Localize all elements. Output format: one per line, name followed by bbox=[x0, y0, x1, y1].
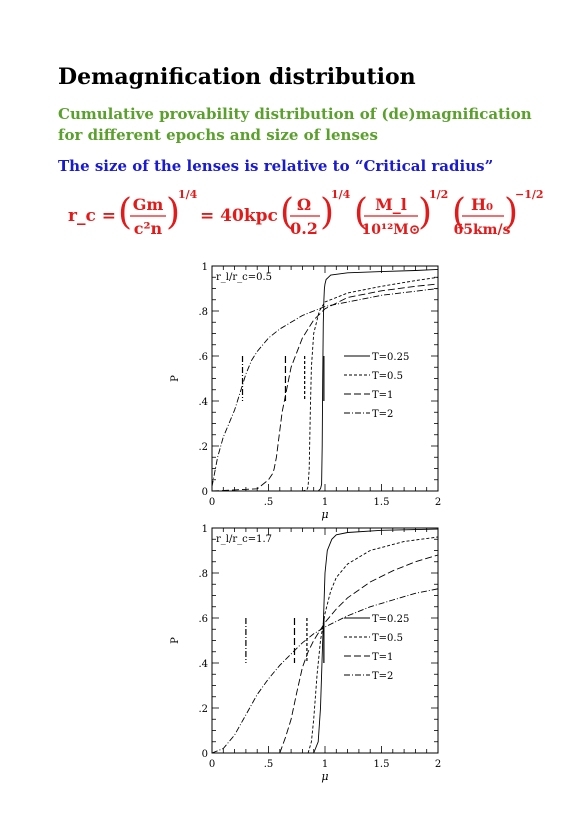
svg-text:(: ( bbox=[354, 192, 369, 233]
svg-text:(: ( bbox=[118, 192, 133, 233]
x-tick-label: 1 bbox=[321, 759, 329, 770]
y-tick-label: .8 bbox=[198, 569, 208, 580]
formula-frac4-den: 65km/s bbox=[453, 222, 511, 238]
svg-text:(: ( bbox=[280, 192, 295, 233]
x-tick-label: 1.5 bbox=[373, 497, 390, 508]
x-axis-label: μ bbox=[321, 508, 329, 521]
y-tick-label: .2 bbox=[198, 442, 208, 453]
x-tick-label: .5 bbox=[263, 759, 274, 770]
y-tick-label: 0 bbox=[201, 749, 208, 760]
formula-exp3: 1/2 bbox=[429, 188, 449, 201]
formula-lhs: r_c = bbox=[68, 206, 116, 226]
subtitle-critical-radius: The size of the lenses is relative to “Critical radius” bbox=[58, 157, 494, 175]
legend-label: T=1 bbox=[372, 390, 394, 401]
series-line-t-1 bbox=[212, 284, 438, 491]
x-tick-label: 2 bbox=[434, 497, 442, 508]
formula-frac4-num: H₀ bbox=[470, 195, 494, 214]
legend-label: T=0.25 bbox=[372, 352, 410, 363]
critical-radius-formula bbox=[68, 188, 558, 244]
series-line-t-2 bbox=[212, 289, 438, 487]
svg-text:): ) bbox=[166, 192, 181, 233]
y-tick-label: 1 bbox=[201, 262, 208, 273]
formula-frac3-num: M_l bbox=[375, 195, 407, 214]
y-tick-label: .2 bbox=[198, 704, 208, 715]
legend-label: T=0.5 bbox=[372, 633, 403, 644]
y-tick-label: .8 bbox=[198, 307, 208, 318]
formula-frac3-den: 10¹²M⊙ bbox=[361, 222, 421, 238]
x-axis-label: μ bbox=[321, 770, 329, 783]
y-axis-label: P bbox=[170, 375, 181, 382]
y-tick-label: 0 bbox=[201, 487, 208, 498]
chart-rl-rc-1.7 bbox=[160, 520, 460, 785]
y-tick-label: .6 bbox=[198, 352, 208, 363]
formula-exp4: −1/2 bbox=[515, 188, 544, 201]
subtitle-cumulative: Cumulative provability distribution of (de)magnification for different epochs and size of lenses bbox=[58, 105, 532, 144]
series-line-t-1 bbox=[280, 555, 438, 753]
ratio-annotation: r_l/r_c=1.7 bbox=[216, 534, 273, 545]
legend-label: T=2 bbox=[372, 409, 394, 420]
x-tick-label: .5 bbox=[263, 497, 274, 508]
formula-frac1-den: c²n bbox=[133, 219, 163, 238]
series-line-t-0-5 bbox=[308, 537, 438, 753]
svg-text:): ) bbox=[320, 192, 335, 233]
formula-exp2: 1/4 bbox=[331, 188, 351, 201]
y-tick-label: .4 bbox=[198, 659, 208, 670]
formula-frac2-den: 0.2 bbox=[290, 219, 318, 238]
formula-mid: = 40kpc bbox=[200, 206, 278, 226]
svg-text:(: ( bbox=[452, 192, 467, 233]
ratio-annotation: r_l/r_c=0.5 bbox=[216, 272, 273, 283]
y-axis-label: P bbox=[170, 637, 181, 644]
x-tick-label: 2 bbox=[434, 759, 442, 770]
x-tick-label: 1.5 bbox=[373, 759, 390, 770]
x-tick-label: 0 bbox=[208, 759, 216, 770]
formula-frac2-num: Ω bbox=[296, 195, 312, 214]
formula-frac1-num: Gm bbox=[132, 195, 164, 214]
x-tick-label: 0 bbox=[208, 497, 216, 508]
y-tick-label: 1 bbox=[201, 524, 208, 535]
formula-exp1: 1/4 bbox=[178, 188, 198, 201]
y-tick-label: .6 bbox=[198, 614, 208, 625]
plot-frame bbox=[212, 266, 438, 491]
legend-label: T=0.5 bbox=[372, 371, 403, 382]
x-tick-label: 1 bbox=[321, 497, 329, 508]
legend-label: T=2 bbox=[372, 671, 394, 682]
svg-text:): ) bbox=[504, 192, 519, 233]
page-title: Demagnification distribution bbox=[58, 64, 416, 90]
chart-rl-rc-0.5 bbox=[160, 258, 460, 523]
y-tick-label: .4 bbox=[198, 397, 208, 408]
legend-label: T=1 bbox=[372, 652, 394, 663]
svg-text:): ) bbox=[418, 192, 433, 233]
legend-label: T=0.25 bbox=[372, 614, 410, 625]
